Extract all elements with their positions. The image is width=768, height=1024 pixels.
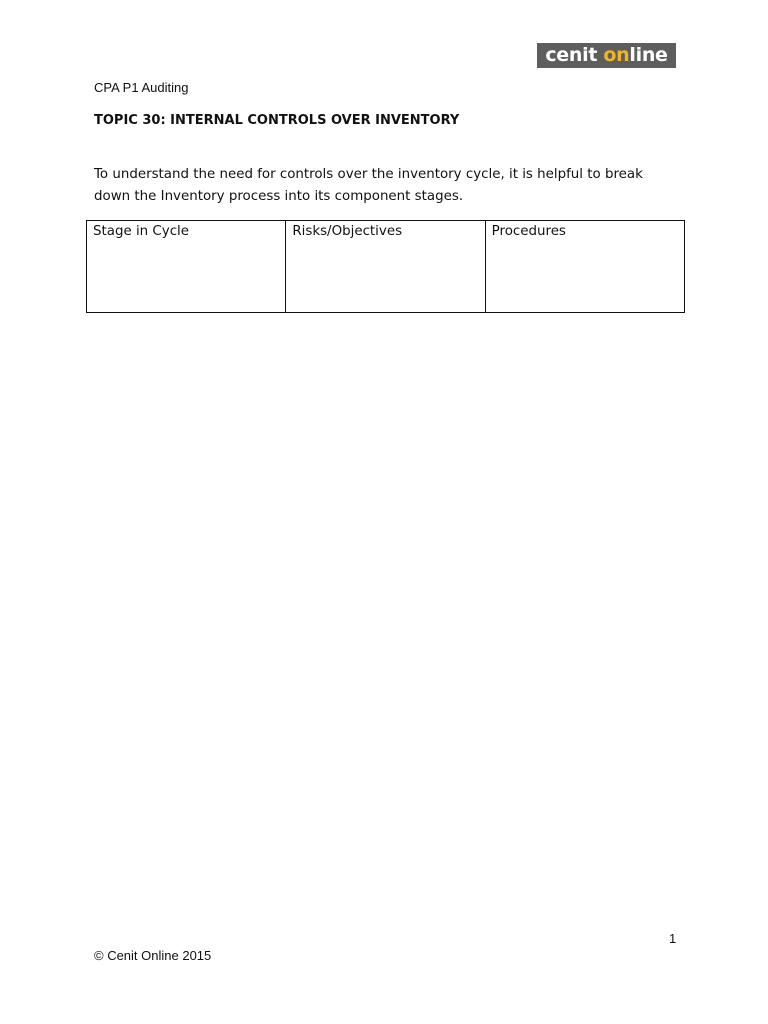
logo-text-line: line xyxy=(629,44,668,66)
brand-logo xyxy=(537,43,676,68)
topic-title: TOPIC 30: INTERNAL CONTROLS OVER INVENTORY xyxy=(94,113,460,128)
intro-paragraph xyxy=(94,164,674,208)
logo-text-cenit: cenit xyxy=(545,44,604,66)
page-number: 1 xyxy=(669,931,677,946)
intro-line-2: down the Inventory process into its component stages. xyxy=(94,189,464,204)
intro-line-1: To understand the need for controls over the inventory cycle, it is helpful to break xyxy=(94,167,643,182)
column-header-stage: Stage in Cycle xyxy=(87,221,286,313)
column-header-procedures: Procedures xyxy=(485,221,684,313)
table-header-row xyxy=(87,221,685,313)
column-header-risks: Risks/Objectives xyxy=(286,221,485,313)
copyright-notice: © Cenit Online 2015 xyxy=(94,948,212,963)
logo-text-on: on xyxy=(603,44,630,66)
inventory-cycle-table xyxy=(86,220,685,313)
course-header: CPA P1 Auditing xyxy=(94,80,189,95)
